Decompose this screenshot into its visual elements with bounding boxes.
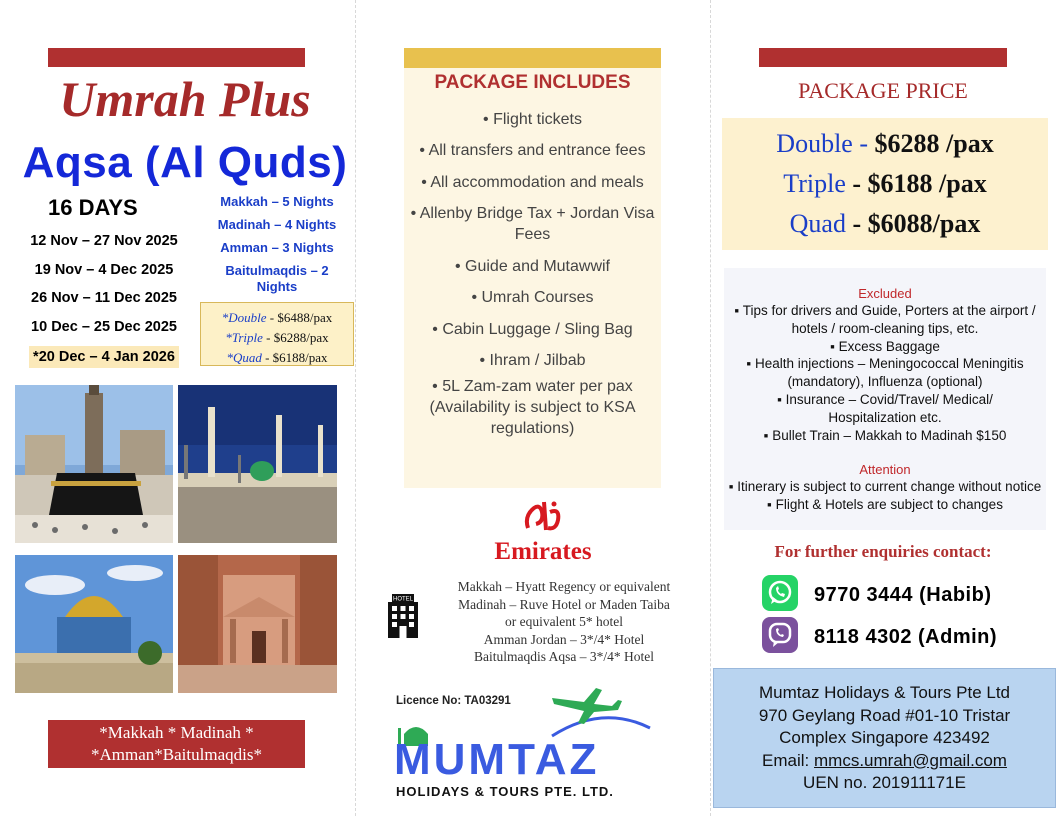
nights-item: Amman – 3 Nights — [220, 240, 334, 255]
room-type: Triple — [783, 169, 846, 198]
hotel-item: Baitulmaqdis Aqsa – 3*/4* Hotel — [474, 649, 654, 664]
uen-number: UEN no. 201911171E — [803, 773, 966, 792]
room-type: Double — [776, 129, 853, 158]
dome-of-the-rock-photo — [15, 555, 173, 693]
destinations-line: *Amman*Baitulmaqdis* — [91, 745, 262, 764]
licence-number: Licence No: TA03291 — [396, 695, 511, 707]
address-line: Complex Singapore 423492 — [779, 728, 990, 747]
price-heading: PACKAGE PRICE — [798, 78, 968, 103]
peak-price-label: *Triple — [225, 330, 263, 345]
include-item: • Umrah Courses — [471, 289, 594, 306]
include-item: • All transfers and entrance fees — [419, 142, 646, 159]
column-divider-2 — [710, 0, 711, 816]
room-type: Quad — [789, 209, 846, 238]
email-link[interactable]: mmcs.umrah@gmail.com — [814, 750, 1007, 770]
peak-price-label: *Double — [221, 310, 267, 325]
date-item: 19 Nov – 4 Dec 2025 — [34, 261, 174, 278]
include-item: • Allenby Bridge Tax + Jordan Visa Fees — [410, 205, 655, 243]
include-item: • Flight tickets — [483, 111, 582, 128]
price-row: Quad - $6088/pax — [789, 209, 981, 238]
contact-number: 8118 4302 (Admin) — [814, 625, 998, 648]
petra-photo — [178, 555, 337, 693]
contact-number: 9770 3444 (Habib) — [814, 583, 992, 606]
hotel-item: Madinah – Ruve Hotel or Maden Taiba — [458, 596, 670, 612]
company-name: Mumtaz Holidays & Tours Pte Ltd — [758, 683, 1010, 702]
date-item-peak — [14, 346, 194, 375]
nights-list — [204, 194, 350, 302]
brochure-title: Umrah Plus — [59, 71, 311, 127]
emirates-calligraphy-icon — [520, 498, 566, 543]
enquiry-heading: For further enquiries contact: — [774, 542, 992, 561]
nights-item: Baitulmaqdis – 2 Nights — [225, 263, 329, 294]
nights-item: Madinah – 4 Nights — [217, 217, 337, 232]
excluded-item: ▪ Excess Baggage — [830, 338, 940, 354]
hotel-item: Makkah – Hyatt Regency or equivalent — [457, 579, 671, 594]
destinations-banner — [48, 720, 305, 768]
company-logo-subtitle: HOLIDAYS & TOURS PTE. LTD. — [396, 784, 614, 799]
address-line: 970 Geylang Road #01-10 Tristar — [758, 705, 1011, 725]
peak-price-value: - $6488/pax — [266, 310, 333, 325]
top-red-bar — [48, 48, 305, 67]
excluded-item: ▪ Health injections – Meningococcal Meningitis (mandatory), Influenza (optional) — [746, 356, 1024, 390]
attention-text: ▪ Itinerary is subject to current change without notice ▪ Flight & Hotels are subject to changes — [728, 479, 1042, 513]
address-box — [713, 668, 1056, 808]
include-item: • Guide and Mutawwif — [454, 258, 610, 275]
price-box — [722, 118, 1048, 250]
company-logo-text: MUMTAZ — [394, 735, 600, 784]
price-row: Triple - $6188 /pax — [783, 169, 987, 198]
include-item: • 5L Zam-zam water per pax (Availability is subject to KSA regulations) — [429, 378, 636, 437]
include-item: • Ihram / Jilbab — [479, 352, 586, 369]
peak-price-box — [200, 302, 354, 366]
hotel-item: or equivalent 5* hotel — [504, 614, 624, 629]
duration-label: 16 DAYS — [48, 195, 138, 220]
email-label: Email: — [762, 750, 814, 770]
nabawi-mosque-photo — [178, 385, 337, 543]
include-item: • All accommodation and meals — [421, 174, 644, 191]
viber-icon — [762, 617, 798, 658]
date-item: 12 Nov – 27 Nov 2025 — [30, 233, 178, 249]
exclusions-box — [724, 268, 1046, 530]
excluded-title: Excluded — [858, 286, 912, 301]
email-line — [714, 750, 1055, 773]
include-item: • Cabin Luggage / Sling Bag — [432, 321, 633, 338]
contact-whatsapp[interactable] — [762, 576, 991, 614]
peak-date: *20 Dec – 4 Jan 2026 — [29, 346, 179, 368]
whatsapp-icon — [762, 575, 798, 616]
excluded-item: ▪ Bullet Train – Makkah to Madinah $150 — [763, 427, 1007, 443]
hotel-item: Amman Jordan – 3*/4* Hotel — [483, 631, 645, 647]
date-item: 26 Nov – 11 Dec 2025 — [31, 290, 177, 306]
destinations-line: *Makkah * Madinah * — [99, 723, 254, 742]
peak-price-value: - $6288/pax — [262, 330, 329, 345]
room-price: $6088/pax — [867, 209, 981, 238]
room-price: $6288 /pax — [874, 129, 994, 158]
hotel-building-icon — [384, 592, 422, 643]
peak-price-value: - $6188/pax — [261, 350, 328, 365]
excluded-item: ▪ Insurance – Covid/Travel/ Medical/ Hospitalization etc. — [777, 391, 993, 425]
contact-viber[interactable] — [762, 618, 997, 656]
date-item: 10 Dec – 25 Dec 2025 — [31, 318, 177, 335]
hotel-list — [428, 578, 700, 666]
gold-bar — [404, 48, 661, 68]
departure-dates — [14, 232, 194, 375]
svg-text:HOTEL: HOTEL — [392, 596, 414, 603]
kaaba-photo — [15, 385, 173, 543]
airline-name: Emirates — [494, 538, 592, 565]
top-red-bar-right — [759, 48, 1007, 67]
brochure-subtitle: Aqsa (Al Quds) — [22, 138, 348, 187]
includes-heading: PACKAGE INCLUDES — [434, 72, 631, 93]
excluded-item: ▪ Tips for drivers and Guide, Porters at the airport / hotels / room-cleaning tips, etc. — [734, 303, 1036, 336]
nights-item: Makkah – 5 Nights — [220, 194, 334, 209]
room-price: $6188 /pax — [867, 169, 987, 198]
attention-title: Attention — [859, 462, 911, 478]
price-row: Double - $6288 /pax — [776, 129, 994, 158]
peak-price-label: *Quad — [226, 350, 262, 365]
